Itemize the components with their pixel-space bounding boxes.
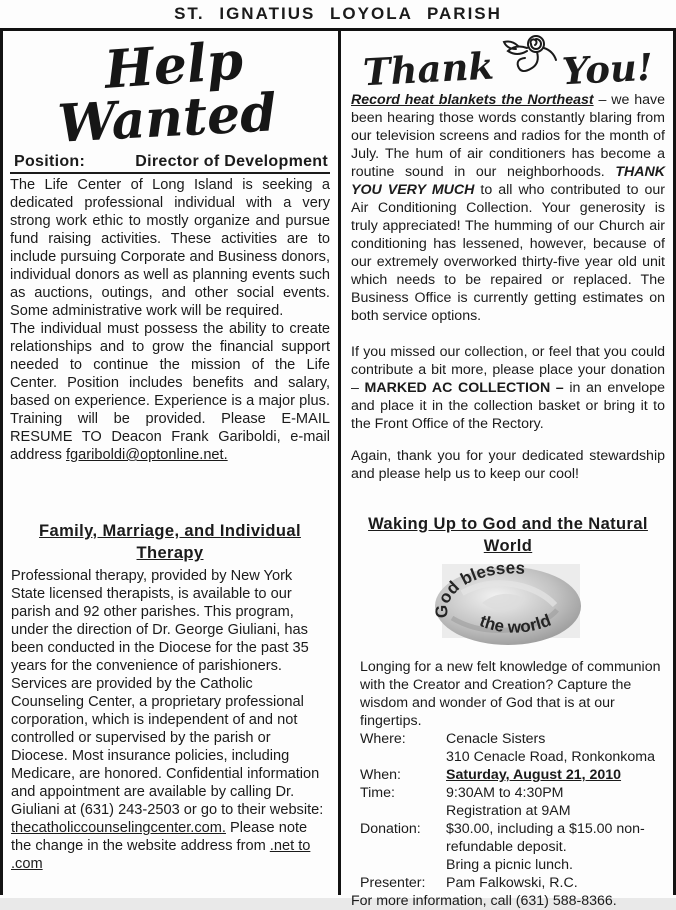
detail-value: $30.00, including a $15.00 non-refundable deposit. [446, 821, 645, 855]
therapy-com-text: .com [11, 856, 43, 872]
retreat-heading: Waking Up to God and the Natural World [368, 515, 648, 555]
spacer [351, 433, 665, 447]
columns-container [0, 30, 676, 909]
job-paragraph-2-text: The individual must possess the ability to create relationships and to grow the financial support needed to continue the mission of the Life Center. Position includes benefits and salary, based on experience. Experience is a major plus. Training will be provided. Please E-MAIL RESUME TO Deacon Frank Gariboldi, e-mail address [10, 321, 330, 463]
help-wanted-line2: Wanted [56, 82, 278, 155]
detail-row-donation [360, 820, 665, 856]
detail-row-registration [360, 802, 665, 820]
detail-row-address [360, 748, 665, 766]
position-value: Director of Development [135, 153, 328, 170]
detail-row-when [360, 766, 665, 784]
heat-lead-text: Record heat blankets the Northeast [351, 92, 594, 108]
email-link[interactable]: fgariboldi@optonline.net. [65, 447, 228, 463]
help-wanted-line1: Help [102, 30, 245, 101]
detail-label [360, 802, 446, 820]
therapy-heading: Family, Marriage, and Individual Therapy [39, 522, 301, 562]
heat-text-2: to all who contributed to our Air Conditioning Collection. Your generosity is truly appreciated! The humming of our Church air conditioning has lessened, however, because of our extremely overworked thirty-five year old unit which needs to be repaired or replaced. The Business Office is currently getting estimates on both service options. [351, 182, 665, 324]
website-link[interactable]: thecatholiccounselingcenter.com. [11, 820, 226, 836]
detail-label [360, 748, 446, 766]
detail-row-time [360, 784, 665, 802]
thank-word: Thank [361, 43, 496, 95]
detail-row-presenter [360, 874, 665, 892]
detail-value: Registration at 9AM [446, 803, 571, 819]
collection-text-1: If you missed our collection, or feel that you could contribute a bit more, please place your donation – [351, 344, 665, 396]
globe-bottom-text: the world [477, 610, 554, 637]
thank-you-graphic [351, 31, 665, 95]
detail-label [360, 856, 446, 874]
therapy-paragraph [10, 567, 330, 873]
detail-label: Time: [360, 785, 395, 801]
detail-label: Presenter: [360, 875, 426, 891]
you-word: You! [560, 44, 655, 94]
detail-value: Cenacle Sisters [446, 731, 546, 747]
detail-value: Pam Falkowski, R.C. [446, 875, 578, 891]
retreat-details [351, 730, 665, 892]
detail-value-date: Saturday, August 21, 2010 [446, 767, 622, 783]
stewardship-paragraph: Again, thank you for your dedicated stewardship and please help us to keep our cool! [351, 448, 665, 482]
therapy-text-2: Please note the change in the website address from [11, 820, 308, 854]
job-paragraph-1: The Life Center of Long Island is seeking a dedicated professional individual with a very strong work ethic to mostly organize and pursue fund raising activities. These activities are to include pursuing Corporate and Business donors, individual donors as well as planning events such as auctions, outings, and other social events. Some administrative work will be required. [10, 177, 330, 319]
globe-top-text: God blesses [432, 563, 526, 619]
therapy-text-1: Professional therapy, provided by New York State licensed therapists, is available to our parish and 92 other parishes. This program, under the direction of Dr. George Giuliani, has been conducted in the Diocese for the past 35 years for the convenience of parishioners. Services are provided by the Catholic Counseling Center, a proprietary professional corporation, which is independent of and not controlled or supervised by the parish or Diocese. Most insurance policies, including Medicare, are honored. Confidential information and appointment are available by calling Dr. Giuliani at (631) 243-2503 or go to their website: [11, 568, 324, 818]
therapy-net-text: .net to [269, 838, 311, 854]
spacer [351, 325, 665, 343]
detail-label: Donation: [360, 821, 421, 837]
help-wanted-graphic [10, 30, 330, 155]
column-left [3, 31, 341, 895]
retreat-intro-paragraph: Longing for a new felt knowledge of communion with the Creator and Creation? Capture the wisdom and wonder of God that is at our fingertips. [360, 659, 661, 729]
thank-you-emphasis: THANK YOU VERY MUCH [351, 164, 665, 198]
detail-label: Where: [360, 731, 406, 747]
more-info-line: For more information, call (631) 588-8366. [351, 893, 617, 909]
marked-ac-emphasis: MARKED AC COLLECTION – [364, 380, 564, 396]
detail-row-lunch [360, 856, 665, 874]
heat-paragraph [351, 91, 665, 325]
rose-icon [496, 33, 560, 81]
detail-row-where [360, 730, 665, 748]
globe-graphic [351, 563, 665, 656]
position-heading [10, 153, 330, 174]
column-right [341, 31, 673, 909]
detail-label: When: [360, 767, 402, 783]
position-label: Position: [14, 153, 86, 170]
collection-paragraph [351, 343, 665, 433]
job-paragraph-2 [10, 320, 330, 464]
detail-value: Bring a picnic lunch. [446, 857, 573, 873]
page-title: ST. IGNATIUS LOYOLA PARISH [174, 4, 502, 23]
collection-text-2: in an envelope and place it in the collection basket or bring it to the Front Office of the Rectory. [351, 380, 665, 432]
detail-value: 9:30AM to 4:30PM [446, 785, 564, 801]
detail-value: 310 Cenacle Road, Ronkonkoma [446, 749, 656, 765]
heat-text-1: – we have been hearing those words constantly blaring from our television screens and radios for the month of July. The hum of air conditioners has become a routine sound in our neighborhoods. [351, 92, 665, 180]
